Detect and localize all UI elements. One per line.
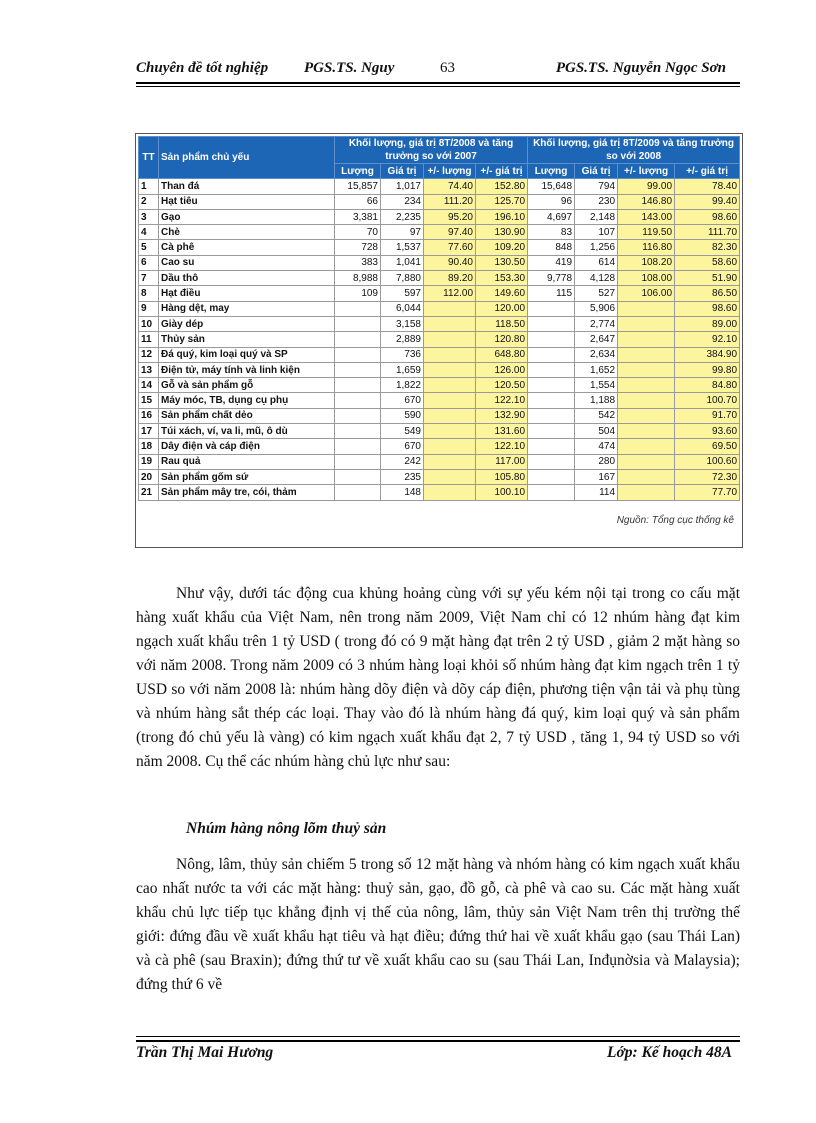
row-product-name: Hạt điều	[159, 286, 335, 301]
row-product-name: Hạt tiêu	[159, 194, 335, 209]
row-value: 99.00	[618, 179, 675, 194]
row-value: 122.10	[476, 439, 528, 454]
row-value: 118.50	[476, 316, 528, 331]
row-value: 542	[575, 408, 618, 423]
row-value	[424, 485, 476, 500]
row-value	[335, 424, 381, 439]
row-value: 235	[381, 469, 424, 484]
row-index: 3	[139, 209, 159, 224]
row-value: 112.00	[424, 286, 476, 301]
row-value: 119.50	[618, 225, 675, 240]
footer-author: Trần Thị Mai Hương	[136, 1044, 274, 1061]
row-value	[424, 301, 476, 316]
row-value: 1,188	[575, 393, 618, 408]
row-value: 1,041	[381, 255, 424, 270]
row-value	[424, 424, 476, 439]
row-value	[618, 454, 675, 469]
row-value: 143.00	[618, 209, 675, 224]
row-index: 7	[139, 271, 159, 286]
col-product: Sản phẩm chủ yếu	[159, 137, 335, 179]
row-product-name: Túi xách, ví, va li, mũ, ô dù	[159, 424, 335, 439]
row-value	[528, 316, 575, 331]
row-value	[528, 378, 575, 393]
row-value: 2,148	[575, 209, 618, 224]
row-value	[618, 424, 675, 439]
row-value: 148	[381, 485, 424, 500]
row-index: 20	[139, 469, 159, 484]
row-value: 504	[575, 424, 618, 439]
section-heading: Nhúm hàng nông lõm thuỷ sản	[186, 820, 387, 837]
row-value: 72.30	[675, 469, 740, 484]
row-index: 15	[139, 393, 159, 408]
row-value: 590	[381, 408, 424, 423]
row-value: 230	[575, 194, 618, 209]
row-value: 105.80	[476, 469, 528, 484]
row-value: 111.70	[675, 225, 740, 240]
row-value: 100.60	[675, 454, 740, 469]
row-value	[424, 316, 476, 331]
row-index: 16	[139, 408, 159, 423]
subheader-cell: +/- giá trị	[476, 164, 528, 179]
row-value: 114	[575, 485, 618, 500]
row-value	[335, 301, 381, 316]
row-product-name: Giày dép	[159, 316, 335, 331]
row-value: 736	[381, 347, 424, 362]
paragraph-2: Nông, lâm, thủy sản chiếm 5 trong số 12 mặt hàng và nhóm hàng có kim ngạch xuất khẩu cao nhất nước ta với các mặt hàng: thuỷ sản, gạo, đồ gỗ, cà phê và cao su. Các mặt hàng xuất khẩu chủ lực tiếp tục khẳng định vị thế của nông, lâm, thủy sản Việt Nam trên thị trường thế giới: đứng đầu về xuất khẩu hạt tiêu và hạt điều; đứng thứ hai về xuất khẩu gạo (sau Thái Lan) và cà phê (sau Braxin); đứng thứ tư về xuất khẩu cao su (sau Thái Lan, Inđụnờsia và Malaysia); đứng thứ 6 về	[136, 856, 740, 993]
table-row	[139, 424, 740, 439]
row-index: 13	[139, 362, 159, 377]
row-value	[528, 347, 575, 362]
row-product-name: Sản phẩm chất dẻo	[159, 408, 335, 423]
row-value: 196.10	[476, 209, 528, 224]
row-value: 111.20	[424, 194, 476, 209]
row-value: 122.10	[476, 393, 528, 408]
row-value	[335, 469, 381, 484]
row-value: 527	[575, 286, 618, 301]
row-value: 70	[335, 225, 381, 240]
row-value: 597	[381, 286, 424, 301]
row-value	[335, 316, 381, 331]
row-value: 109	[335, 286, 381, 301]
row-index: 8	[139, 286, 159, 301]
table-source: Nguồn: Tổng cục thống kê	[616, 515, 734, 526]
row-value: 1,256	[575, 240, 618, 255]
subheader-cell: Lượng	[528, 164, 575, 179]
row-value	[528, 332, 575, 347]
row-value	[424, 469, 476, 484]
row-value: 474	[575, 439, 618, 454]
row-value: 152.80	[476, 179, 528, 194]
row-value: 670	[381, 393, 424, 408]
subheader-cell: +/- giá trị	[675, 164, 740, 179]
row-product-name: Thủy sản	[159, 332, 335, 347]
row-value: 384.90	[675, 347, 740, 362]
row-index: 19	[139, 454, 159, 469]
row-value: 77.70	[675, 485, 740, 500]
row-product-name: Gỗ và sản phẩm gỗ	[159, 378, 335, 393]
table-row	[139, 316, 740, 331]
row-value: 15,648	[528, 179, 575, 194]
row-value: 109.20	[476, 240, 528, 255]
row-value: 98.60	[675, 209, 740, 224]
row-value: 120.80	[476, 332, 528, 347]
row-index: 11	[139, 332, 159, 347]
row-product-name: Sản phẩm gốm sứ	[159, 469, 335, 484]
row-value	[528, 393, 575, 408]
table-row	[139, 194, 740, 209]
row-value: 648.80	[476, 347, 528, 362]
table-row	[139, 439, 740, 454]
subheader-cell: Giá trị	[381, 164, 424, 179]
row-value	[424, 378, 476, 393]
row-value	[528, 408, 575, 423]
row-value	[618, 439, 675, 454]
row-value: 97.40	[424, 225, 476, 240]
row-value: 115	[528, 286, 575, 301]
row-value: 2,889	[381, 332, 424, 347]
row-value: 96	[528, 194, 575, 209]
row-value: 8,988	[335, 271, 381, 286]
row-value	[618, 378, 675, 393]
row-value	[424, 393, 476, 408]
row-value: 58.60	[675, 255, 740, 270]
header-rule-thin	[136, 86, 740, 87]
row-product-name: Chè	[159, 225, 335, 240]
table-row	[139, 209, 740, 224]
row-value: 77.60	[424, 240, 476, 255]
table-row	[139, 225, 740, 240]
row-value: 100.70	[675, 393, 740, 408]
row-value	[424, 332, 476, 347]
table-row	[139, 286, 740, 301]
row-value: 82.30	[675, 240, 740, 255]
row-value: 107	[575, 225, 618, 240]
row-product-name: Đá quý, kim loại quý và SP	[159, 347, 335, 362]
row-value	[335, 362, 381, 377]
row-value: 130.90	[476, 225, 528, 240]
row-product-name: Than đá	[159, 179, 335, 194]
row-value: 130.50	[476, 255, 528, 270]
row-value	[528, 439, 575, 454]
row-value: 99.40	[675, 194, 740, 209]
row-value	[424, 362, 476, 377]
row-value: 117.00	[476, 454, 528, 469]
row-value: 98.60	[675, 301, 740, 316]
col-tt: TT	[139, 137, 159, 179]
row-value: 7,880	[381, 271, 424, 286]
subheader-cell: Lượng	[335, 164, 381, 179]
table-row	[139, 255, 740, 270]
row-value	[528, 485, 575, 500]
header-advisor: PGS.TS. Nguyễn Ngọc Sơn	[555, 60, 726, 76]
row-value: 4,697	[528, 209, 575, 224]
row-value: 4,128	[575, 271, 618, 286]
row-value	[618, 485, 675, 500]
row-value: 167	[575, 469, 618, 484]
row-product-name: Gạo	[159, 209, 335, 224]
row-value: 100.10	[476, 485, 528, 500]
page-number: 63	[440, 60, 455, 76]
row-index: 18	[139, 439, 159, 454]
header-title: Chuyên đề tốt nghiệp	[136, 60, 269, 76]
row-index: 5	[139, 240, 159, 255]
row-value: 69.50	[675, 439, 740, 454]
row-value	[618, 393, 675, 408]
row-value: 131.60	[476, 424, 528, 439]
row-product-name: Dầu thô	[159, 271, 335, 286]
row-value	[618, 469, 675, 484]
row-value	[335, 485, 381, 500]
row-value: 1,537	[381, 240, 424, 255]
footer-class: Lớp: Kế hoạch 48A	[607, 1044, 732, 1061]
table-row	[139, 271, 740, 286]
row-value: 66	[335, 194, 381, 209]
row-value: 90.40	[424, 255, 476, 270]
row-value: 6,044	[381, 301, 424, 316]
row-product-name: Dây điện và cáp điện	[159, 439, 335, 454]
row-value: 116.80	[618, 240, 675, 255]
row-value: 1,822	[381, 378, 424, 393]
row-value: 2,634	[575, 347, 618, 362]
row-value: 5,906	[575, 301, 618, 316]
row-value	[335, 393, 381, 408]
footer-rule-thin	[136, 1036, 740, 1037]
row-value: 614	[575, 255, 618, 270]
row-value: 146.80	[618, 194, 675, 209]
row-value	[528, 469, 575, 484]
table-row	[139, 240, 740, 255]
row-value: 97	[381, 225, 424, 240]
row-product-name: Cà phê	[159, 240, 335, 255]
row-value: 1,017	[381, 179, 424, 194]
row-index: 9	[139, 301, 159, 316]
row-value: 108.20	[618, 255, 675, 270]
row-value: 91.70	[675, 408, 740, 423]
paragraph-1: Như vậy, dưới tác động cua khủng hoảng cùng với sự yếu kém nội tại trong co cấu mặt hàng xuất khẩu của Việt Nam, nên trong năm 2009, Việt Nam chỉ có 12 nhúm hàng đạt kim ngạch xuất khẩu trên 1 tỷ USD ( trong đó có 9 mặt hàng đạt trên 2 tỷ USD , giảm 2 mặt hàng so với năm 2008. Trong năm 2009 có 3 nhúm hàng loại khỏi số nhúm hàng đạt kim ngạch trên 1 tỷ USD so với năm 2008 là: nhúm hàng dõy điện và dõy cáp điện, phương tiện vận tải và phụ tùng và nhúm hàng sắt thép các loại. Thay vào đó là nhúm hàng đá quý, kim loại quý và sản phẩm (trong đó chủ yếu là vàng) có kim ngạch xuất khẩu đạt 2, 7 tỷ USD , tăng 1, 94 tỷ USD so với năm 2008. Cụ thể các nhúm hàng chủ lực như sau:	[136, 585, 740, 770]
footer-rule	[136, 1040, 740, 1042]
row-index: 2	[139, 194, 159, 209]
row-value: 120.00	[476, 301, 528, 316]
row-value: 84.80	[675, 378, 740, 393]
row-value: 83	[528, 225, 575, 240]
row-product-name: Rau quả	[159, 454, 335, 469]
row-value: 149.60	[476, 286, 528, 301]
subheader-cell: +/- lượng	[618, 164, 675, 179]
row-value: 51.90	[675, 271, 740, 286]
row-value: 126.00	[476, 362, 528, 377]
row-value: 3,381	[335, 209, 381, 224]
table-row	[139, 378, 740, 393]
row-index: 1	[139, 179, 159, 194]
row-value: 383	[335, 255, 381, 270]
row-index: 12	[139, 347, 159, 362]
row-value	[335, 332, 381, 347]
row-value: 99.80	[675, 362, 740, 377]
table-row	[139, 179, 740, 194]
row-index: 17	[139, 424, 159, 439]
row-value	[528, 424, 575, 439]
row-value: 86.50	[675, 286, 740, 301]
row-value: 74.40	[424, 179, 476, 194]
row-index: 10	[139, 316, 159, 331]
row-value: 132.90	[476, 408, 528, 423]
group-header-2009: Khối lượng, giá trị 8T/2009 và tăng trưởng so với 2008	[528, 137, 740, 164]
row-value: 1,659	[381, 362, 424, 377]
row-value	[528, 301, 575, 316]
row-product-name: Máy móc, TB, dụng cụ phụ	[159, 393, 335, 408]
row-value: 2,235	[381, 209, 424, 224]
row-value: 1,652	[575, 362, 618, 377]
row-value: 93.60	[675, 424, 740, 439]
row-value: 234	[381, 194, 424, 209]
row-value: 670	[381, 439, 424, 454]
header-advisor-short: PGS.TS. Nguy	[304, 60, 395, 76]
page-header	[136, 58, 740, 84]
table-row	[139, 393, 740, 408]
row-value: 15,857	[335, 179, 381, 194]
row-value: 3,158	[381, 316, 424, 331]
subheader-cell: +/- lượng	[424, 164, 476, 179]
row-value: 9,778	[528, 271, 575, 286]
row-value	[618, 347, 675, 362]
row-value	[335, 454, 381, 469]
row-value: 280	[575, 454, 618, 469]
row-value: 125.70	[476, 194, 528, 209]
row-product-name: Điện tử, máy tính và linh kiện	[159, 362, 335, 377]
row-value	[528, 362, 575, 377]
row-value	[618, 332, 675, 347]
table-row	[139, 347, 740, 362]
row-product-name: Cao su	[159, 255, 335, 270]
row-value	[424, 408, 476, 423]
row-value: 89.20	[424, 271, 476, 286]
row-value: 549	[381, 424, 424, 439]
row-value: 848	[528, 240, 575, 255]
row-value: 728	[335, 240, 381, 255]
row-value	[618, 316, 675, 331]
row-value: 89.00	[675, 316, 740, 331]
row-index: 21	[139, 485, 159, 500]
row-product-name: Hàng dệt, may	[159, 301, 335, 316]
row-value	[618, 408, 675, 423]
export-table-figure	[135, 133, 743, 548]
row-value: 419	[528, 255, 575, 270]
row-value	[335, 439, 381, 454]
row-value	[335, 378, 381, 393]
row-value: 78.40	[675, 179, 740, 194]
table-row	[139, 469, 740, 484]
table-row	[139, 332, 740, 347]
group-header-2008: Khối lượng, giá trị 8T/2008 và tăng trưởng so với 2007	[335, 137, 528, 164]
row-value	[528, 454, 575, 469]
table-row	[139, 301, 740, 316]
row-value	[424, 454, 476, 469]
page-footer	[136, 1044, 740, 1068]
row-value: 108.00	[618, 271, 675, 286]
row-value	[335, 347, 381, 362]
row-value: 120.50	[476, 378, 528, 393]
row-value: 794	[575, 179, 618, 194]
row-value	[618, 301, 675, 316]
row-value: 95.20	[424, 209, 476, 224]
row-value	[618, 362, 675, 377]
row-value: 2,647	[575, 332, 618, 347]
row-value	[424, 439, 476, 454]
row-index: 14	[139, 378, 159, 393]
table-row	[139, 454, 740, 469]
row-value: 1,554	[575, 378, 618, 393]
row-value: 153.30	[476, 271, 528, 286]
table-row	[139, 485, 740, 500]
row-index: 6	[139, 255, 159, 270]
export-table	[138, 136, 740, 501]
row-value	[424, 347, 476, 362]
row-value: 92.10	[675, 332, 740, 347]
header-rule	[136, 82, 740, 84]
row-product-name: Sản phẩm mây tre, cói, thảm	[159, 485, 335, 500]
subheader-cell: Giá trị	[575, 164, 618, 179]
table-row	[139, 408, 740, 423]
row-value: 242	[381, 454, 424, 469]
row-value	[335, 408, 381, 423]
row-value: 2,774	[575, 316, 618, 331]
row-index: 4	[139, 225, 159, 240]
table-row	[139, 362, 740, 377]
row-value: 106.00	[618, 286, 675, 301]
